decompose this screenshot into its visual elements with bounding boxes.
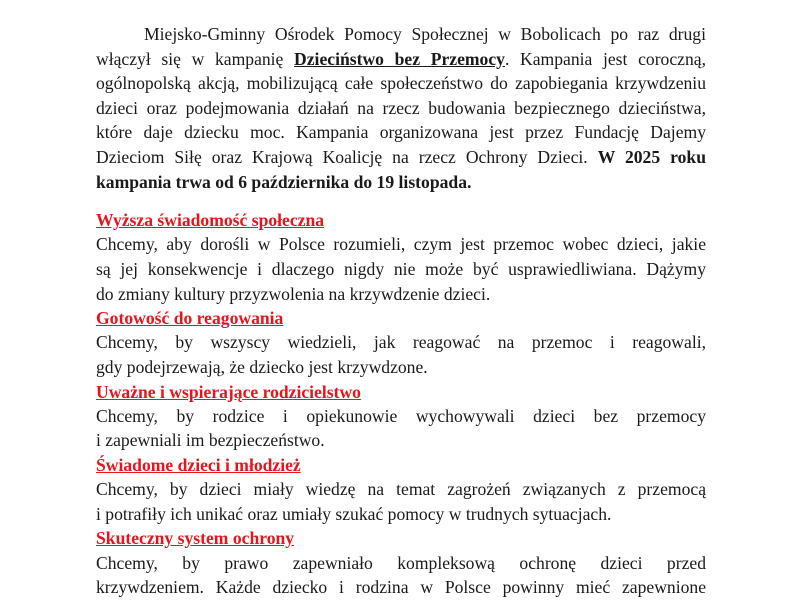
goal-description-line: Chcemy, by dzieci miały wiedzę na temat zagrożeń związanych z przemocą bbox=[96, 479, 706, 500]
intro-paragraph bbox=[96, 22, 706, 194]
goal-description bbox=[96, 551, 706, 600]
goal-section bbox=[96, 453, 706, 526]
goal-description-line: Chcemy, by rodzice i opiekunowie wychowywali dzieci bez przemocy bbox=[96, 405, 706, 426]
campaign-dates: W 2025 roku kampania trwa od 6 października do 19 listopada. bbox=[96, 146, 706, 192]
goal-heading: Uważne i wspierające rodzicielstwo bbox=[96, 381, 361, 402]
goal-description-line: są jej konsekwencje i dlaczego nigdy nie może być usprawiedliwiana. Dążymy bbox=[96, 258, 706, 279]
goal-description-line: krzywdzeniem. Każde dziecko i rodzina w Polsce powinny mieć zapewnione bbox=[96, 577, 706, 598]
goal-description-line: i potrafiły ich unikać oraz umiały szukać pomocy w trudnych sytuacjach. bbox=[96, 503, 612, 524]
goal-heading: Skuteczny system ochrony bbox=[96, 528, 295, 549]
goals-list bbox=[96, 208, 706, 600]
goal-description bbox=[96, 330, 706, 379]
goal-description bbox=[96, 232, 706, 306]
goal-description bbox=[96, 404, 706, 453]
goal-description-line: Chcemy, by wszyscy wiedzieli, jak reagować na przemoc i reagowali, bbox=[96, 332, 706, 353]
spacer bbox=[96, 194, 706, 208]
goal-section bbox=[96, 208, 706, 306]
goal-heading: Wyższa świadomość społeczna bbox=[96, 210, 325, 231]
goal-section bbox=[96, 380, 706, 453]
goal-heading: Gotowość do reagowania bbox=[96, 308, 284, 329]
goal-description-line: gdy podejrzewają, że dziecko jest krzywdzone. bbox=[96, 356, 428, 377]
goal-section bbox=[96, 526, 706, 599]
goal-description-line: i zapewniali im bezpieczeństwo. bbox=[96, 430, 325, 451]
goal-description-line: Chcemy, aby dorośli w Polsce rozumieli, czym jest przemoc wobec dzieci, jakie bbox=[96, 234, 706, 255]
campaign-name: Dzieciństwo bez Przemocy bbox=[294, 48, 505, 69]
document-page bbox=[96, 22, 706, 600]
intro-text-2: . Kampania jest coroczną, ogólnopolską akcją, mobilizującą całe społeczeństwo do zapobiegania krzywdzeniu dzieci oraz podejmowania działań na rzecz budowania bezpiecznego dzieciństwa, które daje dziecku moc. Kampania organizowana jest przez Fundację Dajemy Dzieciom Siłę oraz Krajową Koalicję na rzecz Ochrony Dzieci. bbox=[96, 48, 706, 167]
goal-description-line: do zmiany kultury przyzwolenia na krzywdzenie dzieci. bbox=[96, 283, 491, 304]
goal-description bbox=[96, 477, 706, 526]
goal-section bbox=[96, 306, 706, 379]
goal-heading: Świadome dzieci i młodzież bbox=[96, 454, 301, 475]
intro-text-1: Miejsko-Gminny Ośrodek Pomocy Społecznej w Bobolicach po raz drugi włączył się w kampanię bbox=[96, 24, 706, 69]
goal-description-line: Chcemy, by prawo zapewniało kompleksową ochronę dzieci przed bbox=[96, 552, 706, 573]
